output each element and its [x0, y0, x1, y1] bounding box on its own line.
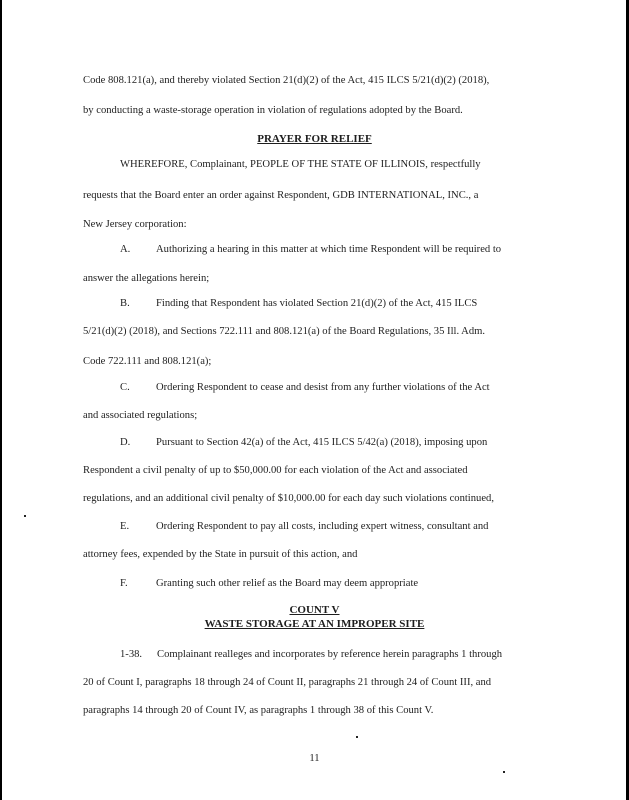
item-text: Ordering Respondent to cease and desist from any further violations of the Act — [156, 382, 490, 393]
scan-speck — [356, 736, 358, 738]
scan-edge-left — [0, 0, 2, 800]
item-text: and associated regulations; — [83, 410, 198, 421]
paragraph-text: paragraphs 14 through 20 of Count IV, as paragraphs 1 through 38 of this Count V. — [83, 705, 434, 716]
item-text: Code 722.111 and 808.121(a); — [83, 356, 212, 367]
item-letter: B. — [120, 298, 130, 309]
body-line: WHEREFORE, Complainant, PEOPLE OF THE STATE OF ILLINOIS, respectfully — [120, 159, 481, 170]
paragraph-text: Complainant realleges and incorporates by reference herein paragraphs 1 through — [157, 649, 503, 660]
item-text: Finding that Respondent has violated Section 21(d)(2) of the Act, 415 ILCS — [156, 298, 478, 309]
item-text: attorney fees, expended by the State in pursuit of this action, and — [83, 549, 358, 560]
page-number: 11 — [309, 753, 320, 764]
item-text: Pursuant to Section 42(a) of the Act, 415 ILCS 5/42(a) (2018), imposing upon — [156, 437, 488, 448]
item-letter: A. — [120, 244, 131, 255]
item-text: Granting such other relief as the Board may deem appropriate — [156, 578, 419, 589]
item-text: regulations, and an additional civil penalty of $10,000.00 for each day such violations continued, — [83, 493, 494, 504]
body-line: requests that the Board enter an order against Respondent, GDB INTERNATIONAL, INC., a — [83, 190, 479, 201]
scan-speck — [503, 771, 505, 773]
count-subtitle: WASTE STORAGE AT AN IMPROPER SITE — [204, 618, 425, 630]
item-text: answer the allegations herein; — [83, 273, 210, 284]
item-text: Authorizing a hearing in this matter at which time Respondent will be required to — [156, 244, 502, 255]
body-line: Code 808.121(a), and thereby violated Section 21(d)(2) of the Act, 415 ILCS 5/21(d)(2) (2018), — [83, 75, 490, 86]
paragraph-text: 20 of Count I, paragraphs 18 through 24 of Count II, paragraphs 21 through 24 of Count III, and — [83, 677, 492, 688]
item-letter: C. — [120, 382, 130, 393]
item-text: 5/21(d)(2) (2018), and Sections 722.111 and 808.121(a) of the Board Regulations, 35 Ill. Adm. — [83, 326, 486, 337]
body-line: by conducting a waste-storage operation in violation of regulations adopted by the Board. — [83, 105, 463, 116]
prayer-heading: PRAYER FOR RELIEF — [257, 133, 372, 145]
scan-speck — [24, 515, 26, 517]
item-text: Ordering Respondent to pay all costs, including expert witness, consultant and — [156, 521, 489, 532]
body-line: New Jersey corporation: — [83, 219, 187, 230]
item-letter: D. — [120, 437, 131, 448]
item-text: Respondent a civil penalty of up to $50,000.00 for each violation of the Act and associated — [83, 465, 468, 476]
count-title: COUNT V — [289, 604, 340, 616]
item-letter: E. — [120, 521, 130, 532]
paragraph-number: 1-38. — [120, 649, 143, 660]
item-letter: F. — [120, 578, 128, 589]
